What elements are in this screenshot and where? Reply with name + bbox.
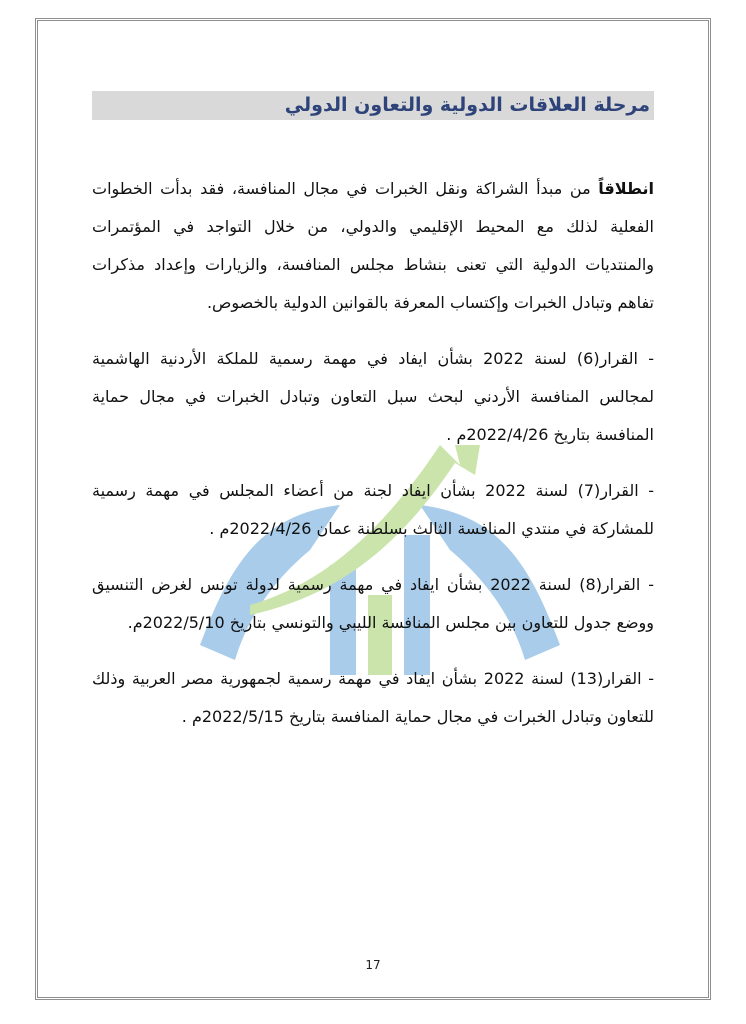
decision-item: - القرار(13) لسنة 2022 بشأن ايفاد في مهمة رسمية لجمهورية مصر العربية وذلك للتعاون وتبادل الخبرات في مجال حماية المنافسة بتاريخ 2022/5/15م .	[92, 669, 655, 726]
section-title: مرحلة العلاقات الدولية والتعاون الدولي	[284, 94, 650, 116]
decision-item: - القرار(6) لسنة 2022 بشأن ايفاد في مهمة رسمية للملكة الأردنية الهاشمية لمجالس المنافسة الأردني لبحث سبل التعاون وتبادل الخبرات في مجال حماية المنافسة بتاريخ 2022/4/26م .	[92, 349, 655, 444]
decision-item: - القرار(7) لسنة 2022 بشأن ايفاد لجنة من أعضاء المجلس في مهمة رسمية للمشاركة في منتدي المنافسة الثالث بسلطنة عمان 2022/4/26م .	[92, 481, 654, 538]
section-title-bar	[92, 91, 654, 120]
intro-paragraph	[92, 170, 654, 322]
page-number: 17	[365, 958, 381, 972]
decision-item: - القرار(8) لسنة 2022 بشأن ايفاد في مهمة رسمية لدولة تونس لغرض التنسيق ووضع جدول للتعاون بين مجلس المنافسة الليبي والتونسي بتاريخ 2022/5/10م.	[92, 575, 655, 632]
intro-lead-word: انطلاقاً	[598, 179, 654, 198]
intro-text: من مبدأ الشراكة ونقل الخبرات في مجال المنافسة، فقد بدأت الخطوات الفعلية لذلك مع المحيط الإقليمي والدولي، من خلال التواجد في المؤتمرات والمنتديات الدولية التي تعنى بنشاط مجلس المنافسة، والزيارات وإعداد مذكرات تفاهم وتبادل الخبرات وإكتساب المعرفة بالقوانين الدولية بالخصوص.	[92, 179, 654, 312]
page-body	[92, 170, 654, 754]
